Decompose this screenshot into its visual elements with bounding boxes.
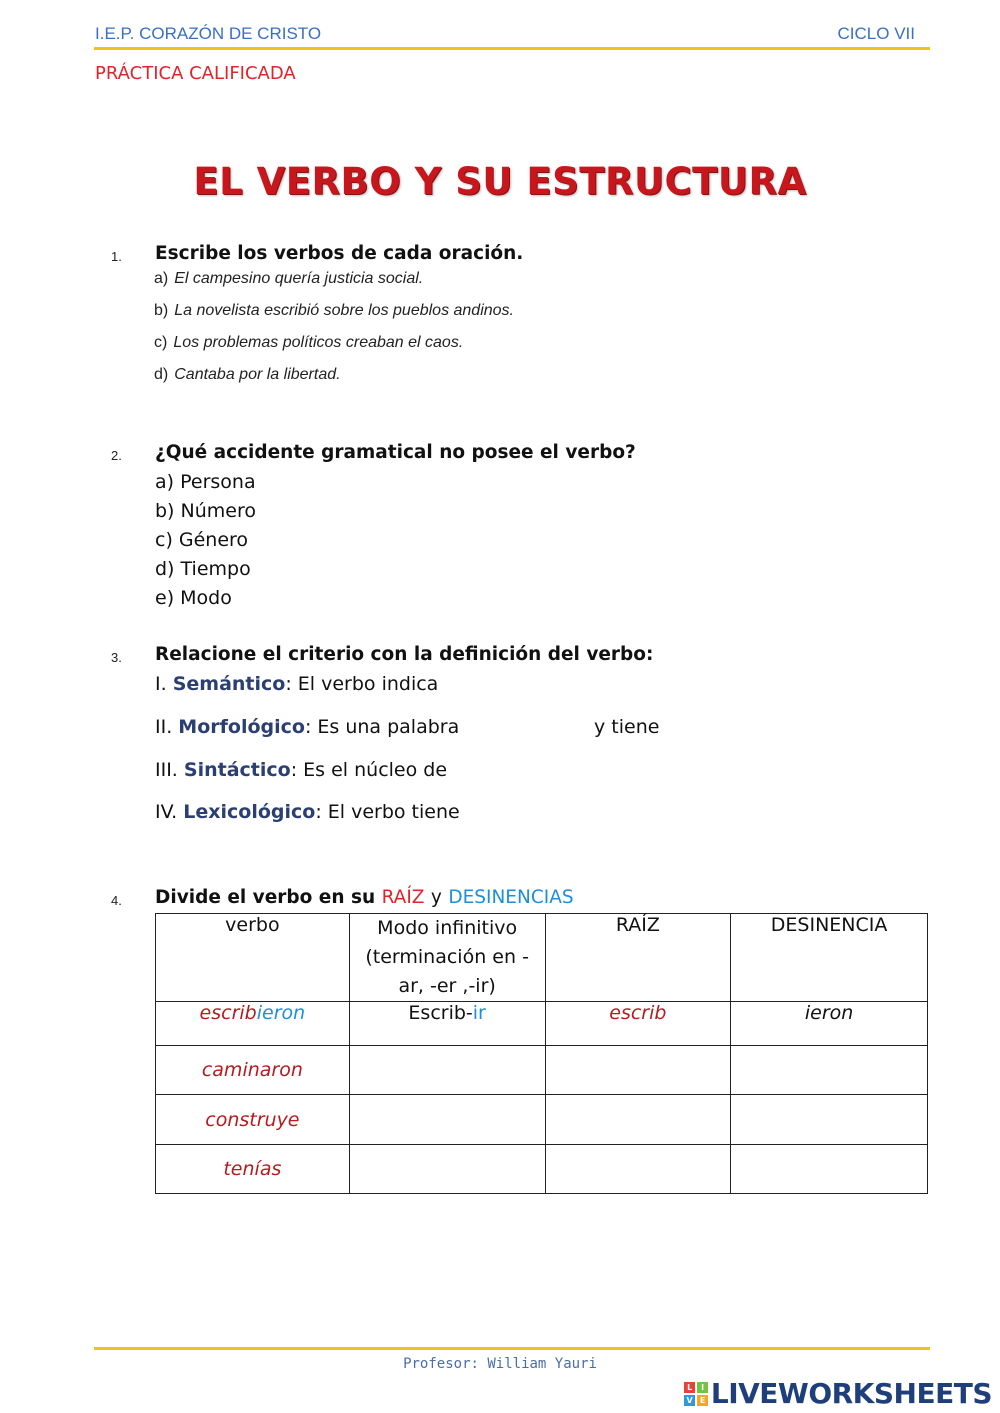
table-header-row [156,914,928,1002]
q1-option: a) El campesino quería justicia social. [154,270,424,287]
answer-raiz[interactable] [545,1046,731,1095]
table-row [156,1046,928,1095]
cycle-label: CICLO VII [837,24,915,43]
q2-option-c: c) Género [155,529,249,551]
verb-table [155,913,928,1194]
q3-text: Relacione el criterio con la definición del verbo: [155,644,654,665]
criterion-semantic: I. Semántico: El verbo indica [155,673,439,695]
header-rule [94,47,930,50]
q1-option: b) La novelista escribió sobre los pueblos andinos. [154,302,514,319]
answer-raiz[interactable] [545,1145,731,1194]
q2-option-b: b) Número [155,500,256,522]
answer-desinencia[interactable] [731,1145,928,1194]
example-desinencia: ieron [731,1002,928,1046]
table-row-example [156,1002,928,1046]
verb-cell: caminaron [156,1046,350,1095]
criterion-syntactic: III. Sintáctico: Es el núcleo de [155,759,448,781]
q2-option-a: a) Persona [155,471,256,493]
table-row [156,1145,928,1194]
q1-text: Escribe los verbos de cada oración. [155,243,524,264]
example-infinitive: Escrib-ir [349,1002,545,1046]
table-row [156,1095,928,1145]
verb-cell: tenías [156,1145,350,1194]
answer-raiz[interactable] [545,1095,731,1145]
verb-cell: construye [156,1095,350,1145]
q2-text: ¿Qué accidente gramatical no posee el verbo? [155,442,636,463]
liveworksheets-icon: L I V E [684,1382,708,1406]
header-raiz: RAÍZ [545,914,731,1002]
criterion-morphological-tail: y tiene [594,716,660,738]
q1-number: 1. [111,249,122,264]
brand-text: LIVEWORKSHEETS [710,1377,992,1410]
example-verb: escribieron [156,1002,350,1046]
example-raiz: escrib [545,1002,731,1046]
q1-option: c) Los problemas políticos creaban el caos. [154,334,464,351]
q2-number: 2. [111,448,122,463]
answer-infinitive[interactable] [349,1145,545,1194]
page-title: EL VERBO Y SU ESTRUCTURA [193,160,807,203]
header-infinitivo: Modo infinitivo (terminación en -ar, -er ,-ir) [349,914,545,1002]
footer-rule [94,1347,930,1350]
q4-text: Divide el verbo en su RAÍZ y DESINENCIAS [155,887,574,908]
q3-number: 3. [111,650,122,665]
q4-number: 4. [111,893,122,908]
q2-option-e: e) Modo [155,587,232,609]
teacher-name: Profesor: William Yauri [403,1356,597,1372]
q1-option: d) Cantaba por la libertad. [154,366,341,383]
header-verbo: verbo [156,914,350,1002]
answer-infinitive[interactable] [349,1095,545,1145]
answer-infinitive[interactable] [349,1046,545,1095]
school-name: I.E.P. CORAZÓN DE CRISTO [95,24,322,43]
q2-option-d: d) Tiempo [155,558,251,580]
header-desinencia: DESINENCIA [731,914,928,1002]
answer-desinencia[interactable] [731,1046,928,1095]
criterion-lexicological: IV. Lexicológico: El verbo tiene [155,801,460,823]
practice-subtitle: PRÁCTICA CALIFICADA [95,63,296,84]
answer-desinencia[interactable] [731,1095,928,1145]
liveworksheets-logo [684,1377,992,1410]
criterion-morphological: II. Morfológico: Es una palabra [155,716,460,738]
